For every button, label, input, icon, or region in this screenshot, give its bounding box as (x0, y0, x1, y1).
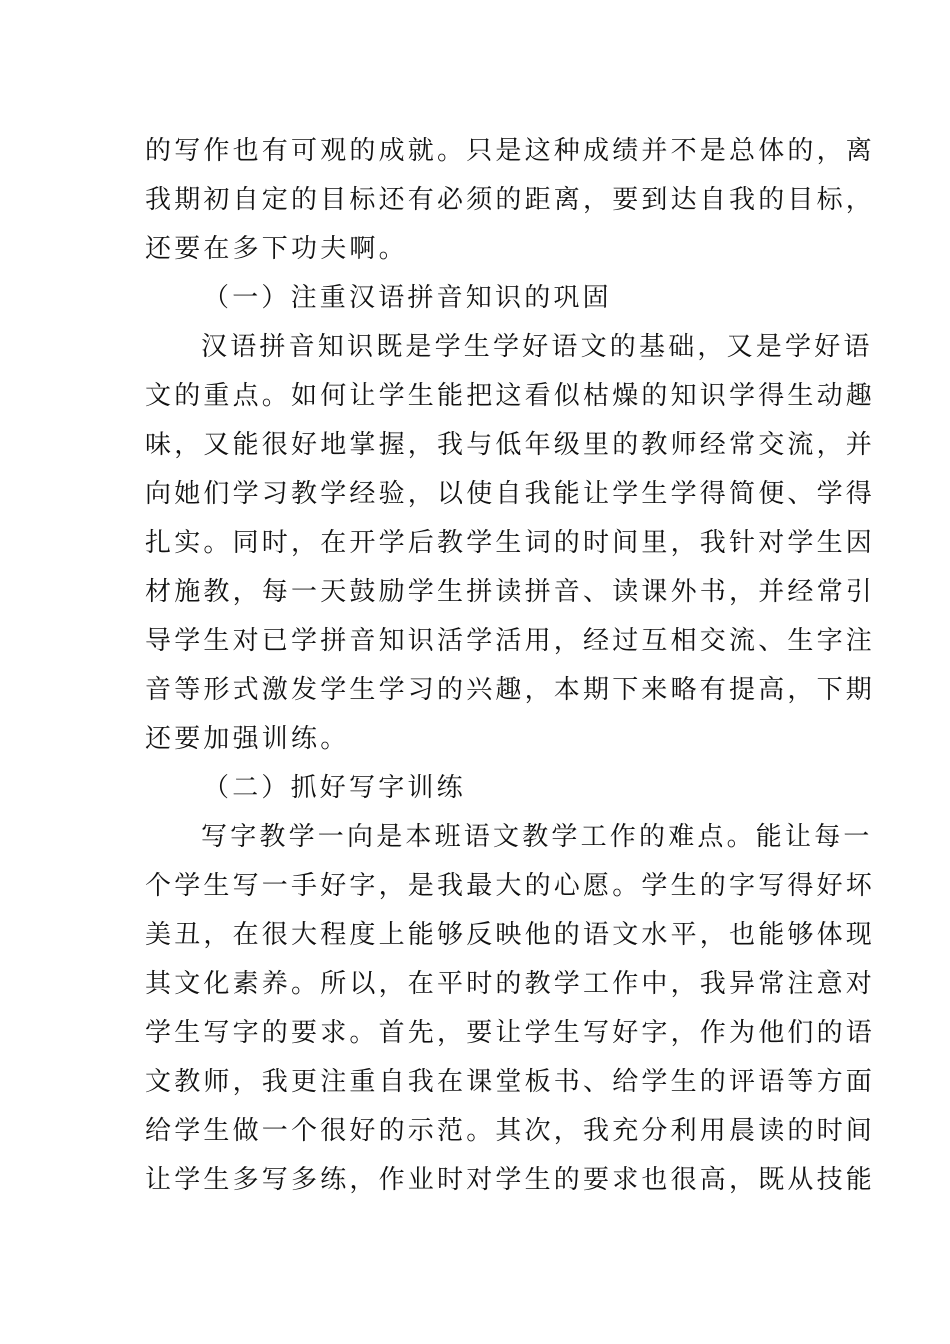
text-line: 味，又能很好地掌握，我与低年级里的教师经常交流，并 (145, 430, 876, 460)
text-line: 的写作也有可观的成就。只是这种成绩并不是总体的，离 (145, 136, 876, 166)
text-line: 文教师，我更注重自我在课堂板书、给学生的评语等方面 (145, 1067, 876, 1097)
text-line: 扎实。同时，在开学后教学生词的时间里，我针对学生因 (145, 528, 876, 558)
text-line: 汉语拼音知识既是学生学好语文的基础，又是学好语 (201, 332, 873, 362)
text-line: 学生写字的要求。首先，要让学生写好字，作为他们的语 (145, 1018, 876, 1048)
section-heading: （一）注重汉语拼音知识的巩固 (203, 283, 612, 313)
section-heading: （二）抓好写字训练 (203, 773, 466, 803)
text-line: 材施教，每一天鼓励学生拼读拼音、读课外书，并经常引 (145, 577, 876, 607)
text-line: 其文化素养。所以，在平时的教学工作中，我异常注意对 (145, 969, 876, 999)
text-line: 向她们学习教学经验，以使自我能让学生学得简便、学得 (145, 479, 876, 509)
text-line: 还要在多下功夫啊。 (145, 234, 408, 264)
text-line: 美丑，在很大程度上能够反映他的语文水平，也能够体现 (145, 920, 876, 950)
text-line: 文的重点。如何让学生能把这看似枯燥的知识学得生动趣 (145, 381, 876, 411)
text-line: 个学生写一手好字，是我最大的心愿。学生的字写得好坏 (145, 871, 876, 901)
text-line: 导学生对已学拼音知识活学活用，经过互相交流、生字注 (145, 626, 876, 656)
text-line: 给学生做一个很好的示范。其次，我充分利用晨读的时间 (145, 1116, 876, 1146)
text-line: 音等形式激发学生学习的兴趣，本期下来略有提高，下期 (145, 675, 876, 705)
text-line: 让学生多写多练，作业时对学生的要求也很高，既从技能 (145, 1165, 876, 1195)
text-line: 还要加强训练。 (145, 724, 350, 754)
text-line: 我期初自定的目标还有必须的距离，要到达自我的目标， (145, 185, 876, 215)
text-line: 写字教学一向是本班语文教学工作的难点。能让每一 (201, 822, 873, 852)
document-body (145, 127, 876, 1205)
